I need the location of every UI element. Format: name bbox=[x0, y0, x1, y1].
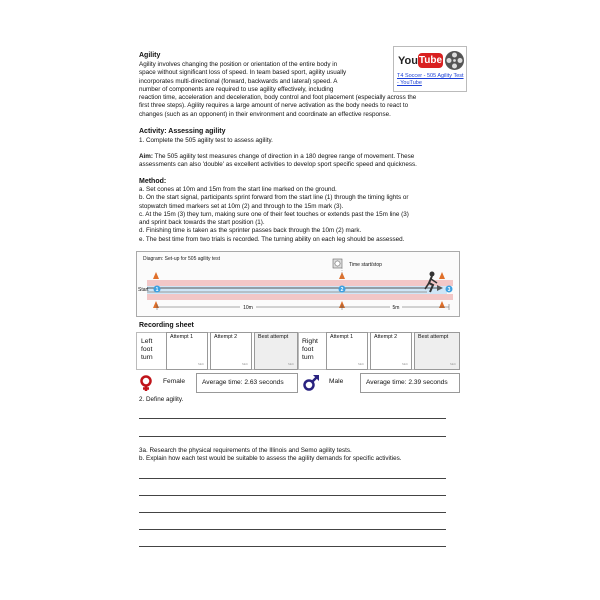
youtube-video-link[interactable]: T4 Soccer - 505 Agility Test - YouTube bbox=[397, 73, 464, 86]
method-step: b. On the start signal, participants sprint forward from the start line (1) through the timing lights or bbox=[139, 194, 409, 202]
answer-line[interactable] bbox=[139, 512, 446, 513]
question-2: 2. Define agility. bbox=[139, 396, 184, 403]
agility-line: changes (such as an opponent) in their environment and coordinate an effective response. bbox=[139, 110, 391, 118]
youtube-logo-you: You bbox=[398, 55, 418, 67]
male-average-time: Average time: 2.39 seconds bbox=[360, 373, 460, 393]
cone bbox=[439, 272, 445, 279]
right-attempt-2-field[interactable]: Attempt 2 SEC bbox=[370, 332, 412, 370]
agility-line: Agility involves changing the position or orientation of the entire body in bbox=[139, 61, 338, 68]
method-step: c. At the 15m (3) they turn, making sure one of their feet touches or extends past the 15m line (3) bbox=[139, 210, 409, 218]
left-attempt-2-field[interactable]: Attempt 2 SEC bbox=[210, 332, 252, 370]
distance-5m-label: 5m bbox=[392, 305, 400, 311]
method-list bbox=[139, 186, 459, 244]
distance-10m-label: 10m bbox=[243, 305, 253, 311]
recording-heading: Recording sheet bbox=[139, 322, 194, 329]
male-icon bbox=[302, 374, 320, 392]
agility-heading: Agility bbox=[139, 52, 161, 59]
lane-top bbox=[147, 280, 453, 286]
answer-line[interactable] bbox=[139, 418, 446, 419]
running-track bbox=[147, 286, 447, 294]
time-start-stop-label: Time start/stop bbox=[349, 262, 382, 268]
average-time-row bbox=[136, 373, 460, 393]
female-average-time: Average time: 2.63 seconds bbox=[196, 373, 298, 393]
aim-paragraph bbox=[139, 153, 459, 170]
recording-grid bbox=[136, 332, 460, 370]
marker-2-label: 2 bbox=[340, 287, 344, 293]
lane-bottom bbox=[147, 294, 453, 300]
method-step: d. Finishing time is taken as the sprinter passes back through the 10m (2) mark. bbox=[139, 227, 362, 235]
answer-line[interactable] bbox=[139, 529, 446, 530]
activity-step-1: 1. Complete the 505 agility test to assess agility. bbox=[139, 137, 273, 144]
youtube-logo-tube: Tube bbox=[418, 55, 443, 66]
male-label: Male bbox=[324, 373, 360, 393]
question-3b: b. Explain how each test would be suitable to assess the agility demands for specific activities. bbox=[139, 455, 402, 462]
start-label: Start bbox=[138, 287, 149, 293]
method-step: a. Set cones at 10m and 15m from the start line marked on the ground. bbox=[139, 186, 337, 193]
method-step: stopwatch timed markers set at 10m (2) and through to the 15m mark (3). bbox=[139, 202, 344, 210]
marker-3-label: 3 bbox=[447, 287, 451, 293]
left-best-attempt-field[interactable]: Best attempt SEC bbox=[254, 332, 298, 370]
method-step: and sprint back towards the start position (1). bbox=[139, 219, 265, 227]
left-attempt-1-field[interactable]: Attempt 1 SEC bbox=[166, 332, 208, 370]
right-best-attempt-field[interactable]: Best attempt SEC bbox=[414, 332, 460, 370]
agility-line: number of components are required to use agility effectively, including bbox=[139, 85, 334, 93]
answer-line[interactable] bbox=[139, 546, 446, 547]
activity-heading: Activity: Assessing agility bbox=[139, 128, 226, 135]
answer-line[interactable] bbox=[139, 495, 446, 496]
cone bbox=[339, 272, 345, 279]
film-reel-icon bbox=[444, 50, 465, 71]
question-3a: 3a. Research the physical requirements of the Illinois and Semo agility tests. bbox=[139, 447, 352, 454]
aim-label: Aim: bbox=[139, 153, 153, 160]
right-turn-label: Right foot turn bbox=[302, 338, 318, 361]
marker-1-label: 1 bbox=[155, 287, 159, 293]
answer-line[interactable] bbox=[139, 436, 446, 437]
youtube-video-card[interactable] bbox=[393, 46, 467, 92]
youtube-logo bbox=[397, 52, 443, 70]
female-icon bbox=[137, 374, 155, 392]
agility-line: incorporates multi-directional (forward, backwards and lateral) speed. A bbox=[139, 77, 338, 85]
diagram-graphic bbox=[137, 252, 459, 316]
method-heading: Method: bbox=[139, 178, 167, 185]
diagram-title: Diagram: Set-up for 505 agility test bbox=[143, 256, 220, 262]
agility-line: first three steps). Agility requires a large amount of nerve activation as the body needs to react to bbox=[139, 102, 409, 110]
agility-line: reaction time, acceleration and deceleration, body control and foot placement (especially across the bbox=[139, 94, 417, 102]
right-attempt-1-field[interactable]: Attempt 1 SEC bbox=[326, 332, 368, 370]
answer-line[interactable] bbox=[139, 478, 446, 479]
cone bbox=[153, 272, 159, 279]
aim-text-2: assessments can also 'double' as excellent activities to develop sport specific speed and quickness. bbox=[139, 161, 417, 169]
female-label: Female bbox=[158, 373, 196, 393]
aim-text: The 505 agility test measures change of direction in a 180 degree range of movement. These bbox=[153, 153, 415, 160]
left-turn-label: Left foot turn bbox=[141, 338, 153, 361]
agility-line: space without significant loss of speed. In team based sport, agility usually bbox=[139, 69, 347, 77]
method-step: e. The best time from two trials is recorded. The turning ability on each leg should be assessed. bbox=[139, 235, 405, 243]
agility-test-diagram bbox=[136, 251, 460, 317]
